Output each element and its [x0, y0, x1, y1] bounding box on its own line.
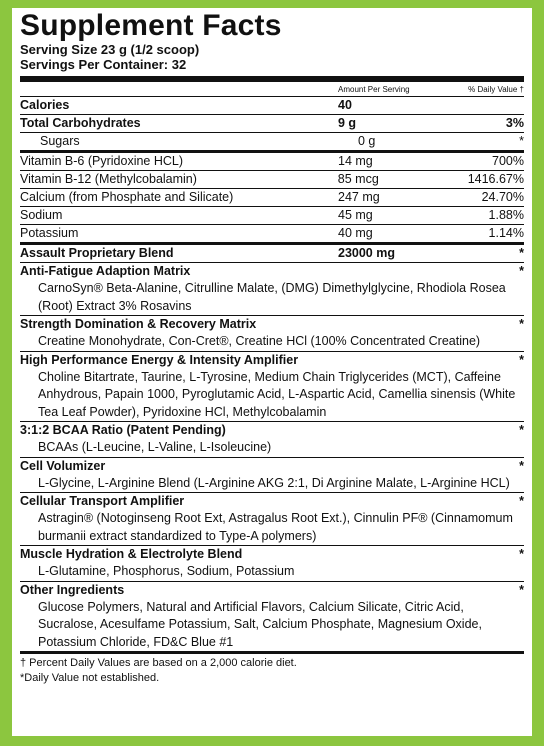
matrix-ingredients: Astragin® (Notoginseng Root Ext, Astragalus Root Ext.), Cinnulin PF® (Cinnamomum burmanii extract standardized to Type-A polymers)	[38, 511, 513, 543]
nutrient-row-sugars: Sugars 0 g *	[20, 132, 524, 150]
column-header	[20, 82, 524, 96]
matrix-ingredients: L-Glutamine, Phosphorus, Sodium, Potassium	[38, 564, 295, 578]
matrix-section: Muscle Hydration & Electrolyte Blend * L-Glutamine, Phosphorus, Sodium, Potassium	[20, 545, 524, 581]
nutrient-row-vitamin-b12: Vitamin B-12 (Methylcobalamin) 85 mcg 1416.67%	[20, 172, 524, 186]
matrix-title: Other Ingredients	[20, 582, 125, 597]
matrix-title: Muscle Hydration & Electrolyte Blend	[20, 547, 243, 561]
panel-title: Supplement Facts	[20, 9, 282, 42]
matrix-title: Strength Domination & Recovery Matrix	[20, 317, 257, 331]
matrix-ingredients: CarnoSyn® Beta-Alanine, Citrulline Malate, (DMG) Dimethylglycine, Rhodiola Rosea (Root) Extract 3% Rosavins	[38, 281, 506, 313]
matrix-section: Strength Domination & Recovery Matrix * Creatine Monohydrate, Con-Cret®, Creatine HCl (100% Concentrated Creatine)	[20, 315, 524, 351]
footnote-daily-value: † Percent Daily Values are based on a 2,000 calorie diet.	[20, 657, 297, 669]
matrix-title: 3:1:2 BCAA Ratio (Patent Pending)	[20, 423, 226, 437]
matrix-section: Cellular Transport Amplifier * Astragin® (Notoginseng Root Ext, Astragalus Root Ext.), Cinnulin PF® (Cinnamomum burmanii extract standardized to Type-A polymers)	[20, 492, 524, 545]
footnotes	[20, 651, 524, 686]
nutrient-row-potassium: Potassium 40 mg 1.14%	[20, 226, 524, 240]
matrix-title: Cellular Transport Amplifier	[20, 494, 185, 508]
matrix-section: High Performance Energy & Intensity Amplifier * Choline Bitartrate, Taurine, L-Tyrosine, Medium Chain Triglycerides (MCT), Caffeine Anhydrous, Papain 1000, Pyroglutamic Acid, L-Aspartic Acid, Camellia sinensis (White Tea Leaf Powder), Pyridoxine HCl, Methylcobalamin	[20, 351, 524, 422]
matrix-ingredients: BCAAs (L-Leucine, L-Valine, L-Isoleucine)	[38, 440, 272, 454]
nutrient-row-calories: Calories 40	[20, 96, 524, 114]
amount-header: Amount Per Serving	[338, 84, 410, 94]
nutrient-row-carbohydrates: Total Carbohydrates 9 g 3%	[20, 116, 524, 130]
matrix-title: High Performance Energy & Intensity Amplifier	[20, 352, 299, 367]
nutrient-row-vitamin-b6: Vitamin B-6 (Pyridoxine HCL) 14 mg 700%	[20, 150, 524, 170]
matrix-ingredients: Glucose Polymers, Natural and Artificial Flavors, Calcium Silicate, Citric Acid, Sucralose, Acesulfame Potassium, Salt, Calcium Phosphate, Magnesium Oxide, Potassium Chloride, FD&C Blue #1	[38, 599, 482, 649]
daily-value-header: % Daily Value †	[468, 84, 524, 94]
nutrient-row-calcium: Calcium (from Phosphate and Silicate) 247 mg 24.70%	[20, 190, 524, 204]
serving-size: Serving Size 23 g (1/2 scoop)	[20, 42, 200, 57]
servings-per-container: Servings Per Container: 32	[20, 57, 187, 72]
matrix-title: Anti-Fatigue Adaption Matrix	[20, 264, 191, 278]
footnote-not-established: *Daily Value not established.	[20, 672, 160, 684]
matrix-section: 3:1:2 BCAA Ratio (Patent Pending) * BCAAs (L-Leucine, L-Valine, L-Isoleucine)	[20, 421, 524, 457]
other-ingredients-section: Other Ingredients * Glucose Polymers, Natural and Artificial Flavors, Calcium Silicate, Citric Acid, Sucralose, Acesulfame Potassium, Salt, Calcium Phosphate, Magnesium Oxide, Potassium Chloride, FD&C Blue #1	[20, 581, 524, 652]
matrix-ingredients: Creatine Monohydrate, Con-Cret®, Creatine HCl (100% Concentrated Creatine)	[38, 334, 481, 348]
matrix-ingredients: Choline Bitartrate, Taurine, L-Tyrosine, Medium Chain Triglycerides (MCT), Caffeine Anhydrous, Papain 1000, Pyroglutamic Acid, L-Aspartic Acid, Camellia sinensis (White Tea Leaf Powder), Pyridoxine HCl, Methylcobalamin	[38, 369, 516, 419]
matrix-section: Cell Volumizer * L-Glycine, L-Arginine Blend (L-Arginine AKG 2:1, Di Arginine Malate, L-Arginine HCL)	[20, 457, 524, 493]
matrix-section: Anti-Fatigue Adaption Matrix * CarnoSyn® Beta-Alanine, Citrulline Malate, (DMG) Dimethylglycine, Rhodiola Rosea (Root) Extract 3% Rosavins	[20, 262, 524, 315]
matrix-ingredients: L-Glycine, L-Arginine Blend (L-Arginine AKG 2:1, Di Arginine Malate, L-Arginine HCL)	[38, 475, 510, 490]
matrix-title: Cell Volumizer	[20, 458, 106, 473]
nutrient-row-sodium: Sodium 45 mg 1.88%	[20, 208, 524, 222]
proprietary-blend-row: Assault Proprietary Blend 23000 mg *	[20, 242, 524, 262]
